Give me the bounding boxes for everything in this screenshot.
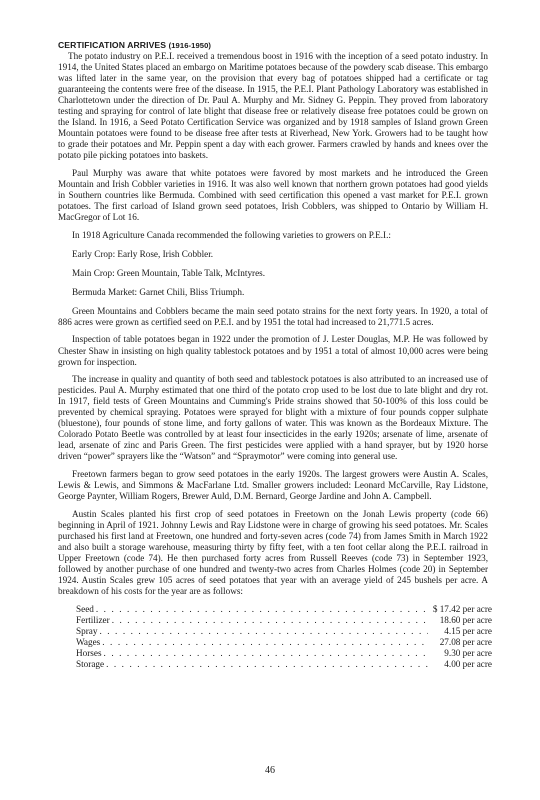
cost-row [58, 637, 492, 648]
cost-breakdown-table [58, 604, 492, 670]
dot-leader [102, 637, 428, 648]
paragraph-freetown-farmers: Freetown farmers began to grow seed potatoes in the early 1920s. The largest growers were Austin A. Scales, Lewis & Lewis, and Simmons & MacFarlane Ltd. Smaller growers included: Leonard McCarville, Ray Lidstone, George Paynter, William Rogers, Brewer Auld, D.M. Bernard, George Jardine and John A. Campbell. [58, 469, 488, 502]
cost-item: Spray [76, 625, 98, 636]
dot-leader [104, 648, 428, 659]
cost-item: Fertilizer [76, 614, 110, 625]
cost-row [58, 648, 492, 659]
paragraph-murphy-varieties: Paul Murphy was aware that white potatoes were favored by most markets and he introduced the Green Mountain and Irish Cobbler varieties in 1916. It was also well known that northern grown potatoes had good yields in Southern countries like Bermuda. Combined with seed certification this opened a vast market for P.E.I. grown potatoes. The first carload of Island grown seed potatoes, Irish Cobblers, was shipped to Ontario by William H. MacGregor of Lot 16. [58, 167, 488, 223]
paragraph-austin-scales: Austin Scales planted his first crop of seed potatoes in Freetown on the Jonah Lewis property (code 66) beginning in April of 1921. Johnny Lewis and Ray Lidstone were in charge of growing his seed potatoes. Mr. Scales purchased his first land at Freetown, one hundred and forty-seven acres (code 74) from James Smith in March 1922 and also built a storage warehouse, measuring thirty by fifty feet, with a ten foot cellar along the P.E.I. railroad in Upper Freetown (code 74). He then purchased forty acres from Russell Reeves (code 73) in September 1923, followed by another purchase of one hundred and twenty-two acres from Charles Holmes (code 20) in September 1924. Austin Scales grew 105 acres of seed potatoes that year with an average yield of 245 bushels per acre. A breakdown of his costs for the year are as follows: [58, 508, 488, 596]
cost-row [58, 659, 492, 670]
cost-item: Seed [76, 603, 94, 614]
cost-amount: 18.60 per acre [439, 614, 492, 625]
cost-amount: 4.15 per acre [444, 625, 492, 636]
dot-leader [96, 604, 428, 615]
page-number: 46 [265, 765, 275, 776]
cost-item: Storage [76, 658, 105, 669]
paragraph-seed-acreage: Green Mountains and Cobblers became the main seed potato strains for the next forty years. In 1920, a total of 886 acres were grown as certified seed on P.E.I. and by 1951 the total had increased to 21,771.5 acres. [58, 305, 488, 327]
cost-row [58, 615, 492, 626]
cost-amount: 27.08 per acre [439, 636, 492, 647]
paragraph-certification-history: The potato industry on P.E.I. received a tremendous boost in 1916 with the inception of a seed potato industry. In 1914, the United States placed an embargo on Maritime potatoes because of the powdery scab disease. This embargo was lifted later in the same year, on the provision that every bag of potatoes shipped had a certificate or tag guaranteeing the contents were free of the disease. In 1915, the P.E.I. Plant Pathology Laboratory was established in Charlottetown under the direction of Dr. Paul A. Murphy and Mr. Sidney G. Peppin. They proved from laboratory testing and spraying for control of late blight that disease free or relatively disease free potatoes could be grown on the Island. In 1916, a Seed Potato Certification Service was organized and by 1918 samples of Island grown Green Mountain potatoes were found to be disease free after tests at Riverhead, New York. Growers had to be taught how to grade their potatoes and Mr. Peppin spent a day with each grower. Farmers crawled by hands and knees over the potato pile picking potatoes into baskets. [58, 51, 488, 161]
cost-row [58, 604, 492, 615]
cost-amount: $ 17.42 per acre [432, 603, 492, 614]
paragraph-bermuda-market: Bermuda Market: Garnet Chili, Bliss Triumph. [72, 286, 245, 297]
cost-item: Horses [76, 647, 102, 658]
cost-amount: 4.00 per acre [444, 658, 492, 669]
section-heading [58, 40, 488, 50]
paragraph-pesticides: The increase in quality and quantity of both seed and tablestock potatoes is also attributed to an increased use of pesticides. Paul A. Murphy estimated that one third of the potato crop used to be lost due to late blight and dry rot. In 1917, field tests of Green Mountains and Cumming's Pride strains showed that 50-100% of this loss could be prevented by chemical spraying. Potatoes were sprayed for blight with a mixture of four pounds copper sulphate (bluestone), four pounds of stone lime, and forty gallons of water. This was known as the Bordeaux Mixture. The Colorado Potato Beetle was controlled by at least four insecticides in the early 1920s; arsenate of lime, arsenate of lead, arsenate of zinc and Paris Green. The first pesticides were applied with a hand sprayer, but by 1920 horse driven “power” sprayers like the “Watson” and “Spraymotor” were coming into general use. [58, 374, 488, 462]
cost-item: Wages [76, 636, 101, 647]
dot-leader [106, 659, 428, 670]
paragraph-main-crop: Main Crop: Green Mountain, Table Talk, McIntyres. [72, 267, 266, 278]
dot-leader [112, 615, 428, 626]
section-title: CERTIFICATION ARRIVES [58, 40, 167, 50]
paragraph-recommended-varieties: In 1918 Agriculture Canada recommended the following varieties to growers on P.E.I.: [72, 229, 391, 240]
cost-amount: 9.30 per acre [444, 647, 492, 658]
paragraph-early-crop: Early Crop: Early Rose, Irish Cobbler. [72, 248, 214, 259]
cost-row [58, 626, 492, 637]
paragraph-table-inspection: Inspection of table potatoes began in 1922 under the promotion of J. Lester Douglas, M.P. He was followed by Chester Shaw in insisting on high quality tablestock potatoes and by 1951 a total of almost 10,000 acres were being grown for inspection. [58, 334, 488, 367]
section-years: (1916-1950) [168, 41, 212, 50]
dot-leader [99, 626, 428, 637]
